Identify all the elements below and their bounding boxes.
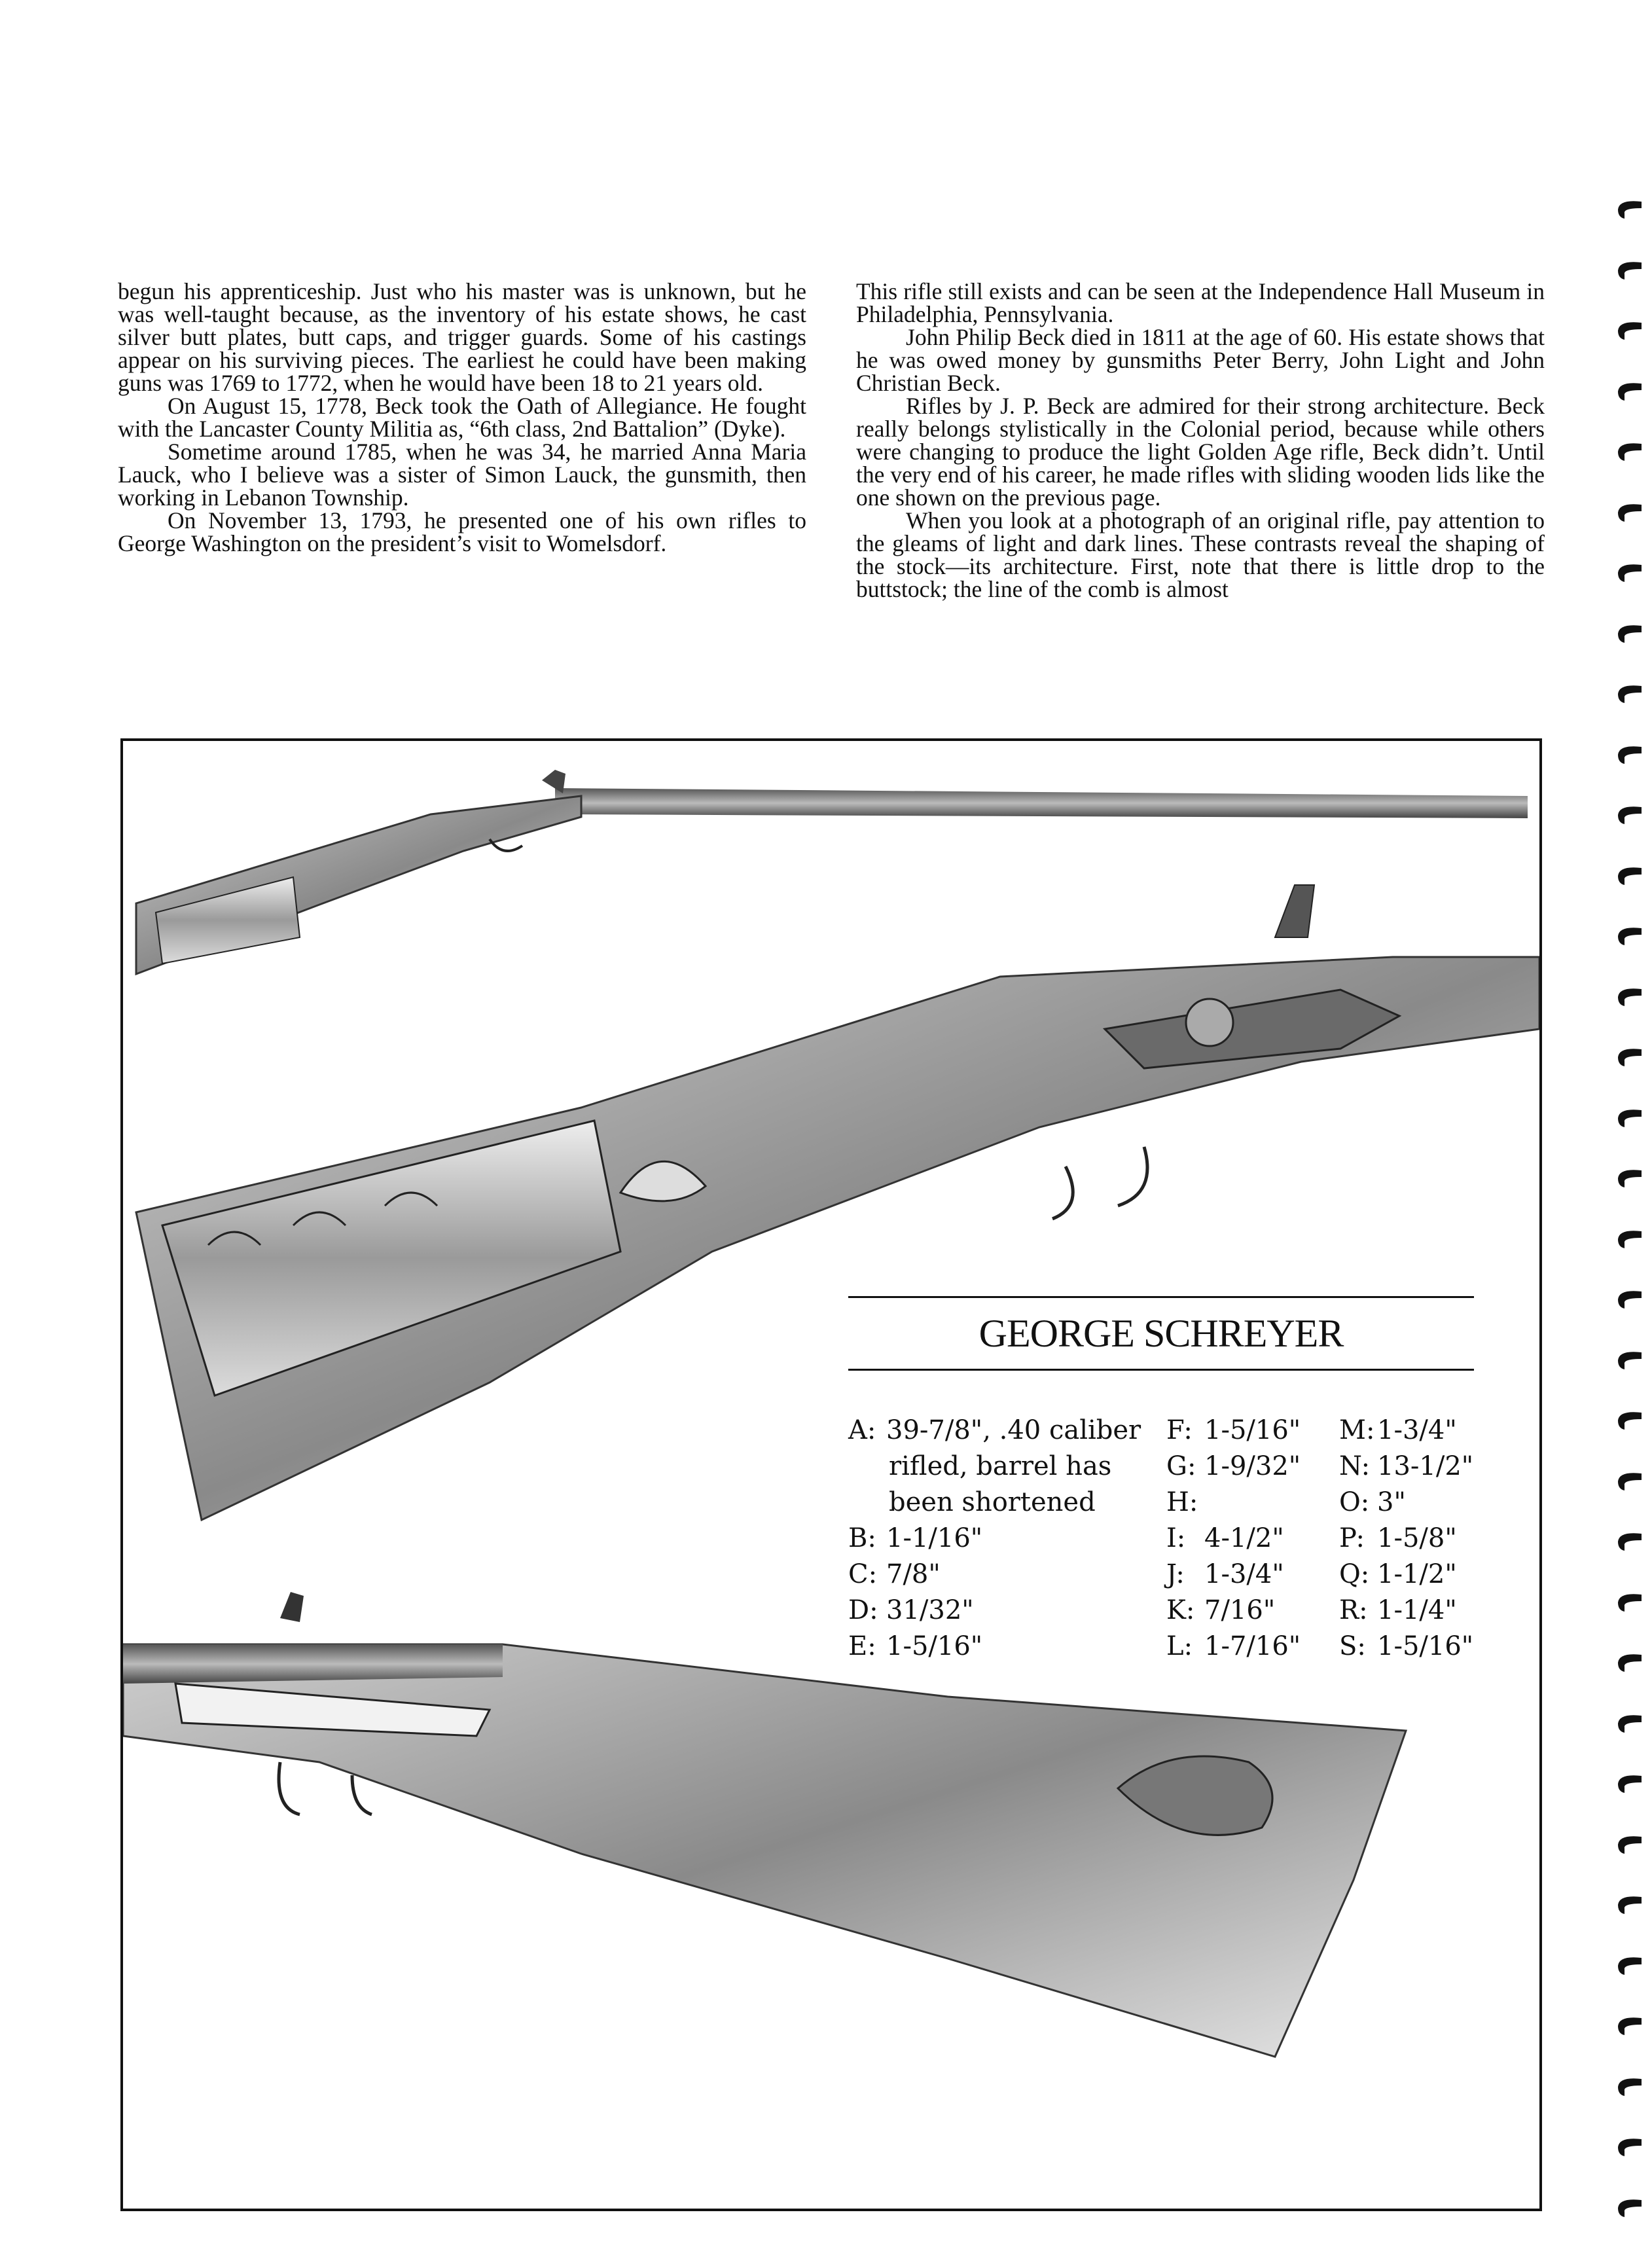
- measurement-key: L:: [1166, 1631, 1193, 1661]
- binding-coil-icon: [1615, 1105, 1643, 1131]
- measurement-key: N:: [1339, 1451, 1371, 1481]
- spiral-binding: [1615, 196, 1652, 2257]
- measurement-value: 1-5/8": [1377, 1523, 1457, 1553]
- binding-coil-icon: [1615, 1953, 1643, 1979]
- measurement-value: 1-7/16": [1204, 1631, 1301, 1661]
- measurement-value: 1-5/16": [1204, 1415, 1301, 1445]
- rifle-figure: [120, 738, 1542, 2211]
- measurement-row: [1166, 1557, 1317, 1593]
- left-paragraph-3: Sometime around 1785, when he was 34, he married Anna Maria Lauck, who I believe was a sister of Simon Lauck, the gunsmith, then working in Lebanon Township.: [118, 439, 806, 511]
- measurement-row: [848, 1557, 1123, 1593]
- binding-coil-icon: [1615, 742, 1643, 768]
- measurement-key: B:: [848, 1523, 876, 1553]
- measurement-row: [1339, 1557, 1496, 1593]
- measurement-row: [1339, 1485, 1496, 1521]
- measurement-key: K:: [1166, 1595, 1195, 1625]
- right-paragraph-1: This rifle still exists and can be seen at the Independence Hall Museum in Philadelphia, Pennsylvania.: [856, 278, 1545, 327]
- binding-coil-icon: [1615, 923, 1643, 949]
- binding-coil-icon: [1615, 1407, 1643, 1434]
- measurement-value: 7/8": [886, 1559, 941, 1589]
- measurement-key: R:: [1339, 1595, 1368, 1625]
- measurement-row: [848, 1521, 1123, 1557]
- binding-coil-icon: [1615, 1528, 1643, 1555]
- caption-bottom-rule: [848, 1369, 1474, 1371]
- binding-coil-icon: [1615, 1771, 1643, 1797]
- left-paragraph-4: On November 13, 1793, he presented one of his own rifles to George Washington on the president’s visit to Womelsdorf.: [118, 507, 806, 556]
- binding-coil-icon: [1615, 1468, 1643, 1494]
- binding-coil-icon: [1615, 196, 1643, 223]
- measurement-value: 39-7/8", .40 caliber: [886, 1415, 1141, 1445]
- binding-coil-icon: [1615, 621, 1643, 647]
- binding-coil-icon: [1615, 681, 1643, 707]
- measurement-key: E:: [848, 1631, 876, 1661]
- right-paragraph-3: Rifles by J. P. Beck are admired for their strong architecture. Beck really belongs stylistically in the Colonial period, because while others were changing to produce the light Golden Age rifle, Beck didn’t. Until the very end of his career, he made rifles with sliding wooden lids like the one shown on the previous page.: [856, 393, 1545, 511]
- left-paragraph-1: begun his apprenticeship. Just who his master was is unknown, but he was well-taught because, as the inventory of his estate shows, he cast silver butt plates, butt caps, and trigger guards. Some of his castings appear on his surviving pieces. The earliest he could have been making guns was 1769 to 1772, when he would have been 18 to 21 years old.: [118, 278, 806, 396]
- binding-coil-icon: [1615, 1589, 1643, 1616]
- rifle-photos: [123, 741, 1539, 2209]
- measurement-row: [1339, 1449, 1496, 1485]
- binding-coil-icon: [1615, 1710, 1643, 1737]
- measurement-value: 1-1/4": [1377, 1595, 1457, 1625]
- measurement-key: Q:: [1339, 1559, 1370, 1589]
- right-paragraph-4: When you look at a photograph of an original rifle, pay attention to the gleams of light and dark lines. These contrasts reveal the shaping of the stock—its architecture. First, note that there is little drop to the buttstock; the line of the comb is almost: [856, 507, 1545, 602]
- binding-coil-icon: [1615, 984, 1643, 1010]
- measurement-value: 1-1/2": [1377, 1559, 1457, 1589]
- measurement-row: [1166, 1593, 1317, 1629]
- measurement-continuation: rifled, barrel has: [889, 1451, 1112, 1481]
- measurement-column-1: [848, 1413, 1141, 1665]
- binding-coil-icon: [1615, 1286, 1643, 1312]
- measurement-value: 7/16": [1204, 1595, 1276, 1625]
- measurement-row: [848, 1413, 1141, 1449]
- measurement-key: I:: [1166, 1523, 1186, 1553]
- measurement-value: 1-3/4": [1377, 1415, 1457, 1445]
- measurement-value: 1-5/16": [886, 1631, 983, 1661]
- binding-coil-icon: [1615, 1044, 1643, 1070]
- binding-coil-icon: [1615, 317, 1643, 344]
- measurement-value: 3": [1377, 1487, 1406, 1517]
- left-paragraph-2: On August 15, 1778, Beck took the Oath of Allegiance. He fought with the Lancaster County Militia as, “6th class, 2nd Battalion” (Dyke).: [118, 393, 806, 442]
- caption-title: GEORGE SCHREYER: [979, 1312, 1344, 1355]
- right-paragraph-2: John Philip Beck died in 1811 at the age of 60. His estate shows that he was owed money by gunsmiths Peter Berry, John Light and John Christian Beck.: [856, 324, 1545, 396]
- caption-block: [848, 1296, 1474, 1661]
- measurement-row: [848, 1629, 1123, 1665]
- measurement-key: D:: [848, 1595, 878, 1625]
- rifle-lock-and-patchbox-photo: [136, 885, 1539, 1520]
- measurement-row: [1339, 1521, 1496, 1557]
- binding-coil-icon: [1615, 2074, 1643, 2100]
- binding-coil-icon: [1615, 257, 1643, 283]
- measurement-row: [1166, 1485, 1317, 1521]
- left-text-column: [118, 280, 806, 555]
- binding-coil-icon: [1615, 802, 1643, 828]
- measurement-value: 1-9/32": [1204, 1451, 1301, 1481]
- measurement-row: [1339, 1629, 1496, 1665]
- measurement-key: M:: [1339, 1415, 1375, 1445]
- binding-coil-icon: [1615, 560, 1643, 586]
- measurement-row: [1339, 1413, 1496, 1449]
- binding-coil-icon: [1615, 1226, 1643, 1252]
- binding-coil-icon: [1615, 1832, 1643, 1858]
- binding-coil-icon: [1615, 863, 1643, 889]
- measurement-value: 13-1/2": [1377, 1451, 1474, 1481]
- measurement-value: 31/32": [886, 1595, 974, 1625]
- measurement-key: G:: [1166, 1451, 1196, 1481]
- measurement-row: [848, 1593, 1123, 1629]
- measurement-key: A:: [848, 1415, 876, 1445]
- binding-coil-icon: [1615, 1650, 1643, 1676]
- measurement-row: [1166, 1413, 1317, 1449]
- right-text-column: [856, 280, 1545, 601]
- measurement-key: O:: [1339, 1487, 1370, 1517]
- measurement-value: 1-1/16": [886, 1523, 983, 1553]
- binding-coil-icon: [1615, 2134, 1643, 2160]
- measurement-key: J:: [1166, 1559, 1185, 1589]
- binding-coil-icon: [1615, 439, 1643, 465]
- measurement-row: [1166, 1629, 1317, 1665]
- measurement-key: S:: [1339, 1631, 1366, 1661]
- binding-coil-icon: [1615, 2013, 1643, 2039]
- measurement-row: [1166, 1449, 1317, 1485]
- measurement-column-2: [1166, 1413, 1317, 1665]
- measurement-row: [1339, 1593, 1496, 1629]
- measurement-row: [1166, 1521, 1317, 1557]
- measurement-key: F:: [1166, 1415, 1193, 1445]
- measurement-continuation: been shortened: [889, 1487, 1096, 1517]
- binding-coil-icon: [1615, 1347, 1643, 1373]
- binding-coil-icon: [1615, 499, 1643, 526]
- rifle-full-view-photo: [136, 770, 1528, 974]
- measurement-value: 1-3/4": [1204, 1559, 1284, 1589]
- measurement-value: 4-1/2": [1204, 1523, 1284, 1553]
- binding-coil-icon: [1615, 2195, 1643, 2221]
- measurement-key: P:: [1339, 1523, 1365, 1553]
- binding-coil-icon: [1615, 1165, 1643, 1191]
- measurement-column-3: [1339, 1413, 1496, 1665]
- measurement-key: H:: [1166, 1487, 1198, 1517]
- measurement-key: C:: [848, 1559, 878, 1589]
- measurement-value: 1-5/16": [1377, 1631, 1474, 1661]
- binding-coil-icon: [1615, 378, 1643, 405]
- binding-coil-icon: [1615, 1892, 1643, 1918]
